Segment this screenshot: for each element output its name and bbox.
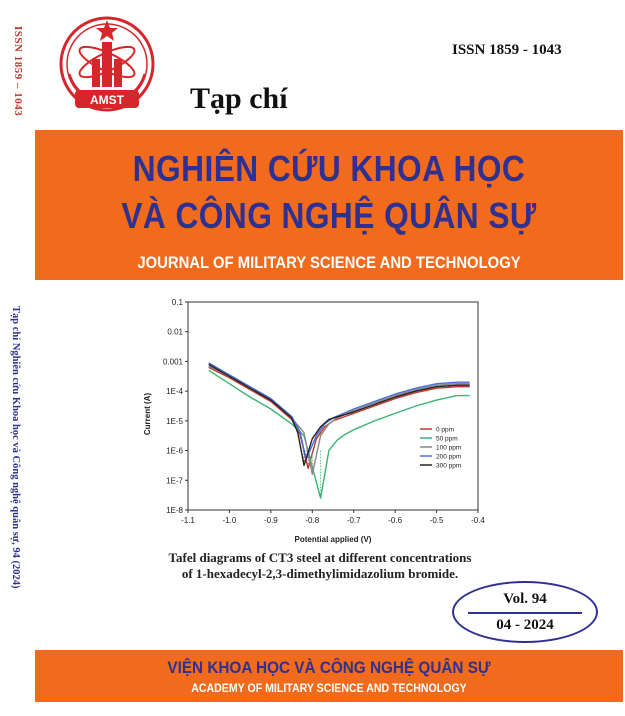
journal-title-vn-line1: NGHIÊN CỨU KHOA HỌC — [132, 148, 526, 189]
logo-text: AMST — [90, 93, 124, 107]
x-tick-label: -0.5 — [429, 516, 444, 525]
caption-line-2: of 1-hexadecyl-2,3-dimethylimidazolium bromide. — [181, 566, 459, 581]
publisher-name-en: ACADEMY OF MILITARY SCIENCE AND TECHNOLOGY — [191, 683, 467, 695]
x-tick-label: -1.1 — [181, 516, 195, 525]
spine-issn: ISSN 1859 – 1043 — [12, 26, 24, 117]
publisher-name-vn: VIỆN KHOA HỌC VÀ CÔNG NGHỆ QUÂN SỰ — [167, 658, 491, 677]
x-axis-label: Potential applied (V) — [294, 535, 372, 544]
issue-date: 04 - 2024 — [496, 617, 554, 633]
y-tick-label: 1E-6 — [166, 446, 183, 456]
tafel-chart — [143, 296, 490, 546]
y-tick-label: 1E-8 — [166, 506, 183, 515]
series-line-0-ppm — [209, 367, 470, 468]
x-tick-label: -1.0 — [222, 516, 237, 525]
x-tick-label: -0.8 — [305, 516, 320, 525]
x-tick-label: -0.4 — [471, 516, 485, 525]
y-tick-label: 1E-7 — [166, 476, 183, 486]
caption-line-1: Tafel diagrams of CT3 steel at different concentrations — [168, 550, 472, 565]
y-tick-label: 0.001 — [162, 357, 183, 367]
volume-number: Vol. 94 — [503, 591, 547, 607]
issn-label: ISSN 1859 - 1043 — [452, 42, 562, 58]
publisher-banner — [35, 650, 623, 702]
legend-label: 200 ppm — [436, 453, 462, 461]
legend-label: 0 ppm — [436, 426, 455, 434]
journal-prefix: Tạp chí — [190, 82, 288, 115]
chart-caption — [140, 550, 500, 582]
plot-frame — [188, 302, 478, 510]
y-tick-label: 1E-4 — [166, 387, 183, 397]
legend-label: 50 ppm — [436, 435, 458, 443]
series-line-100-ppm — [209, 366, 470, 474]
legend-label: 300 ppm — [436, 462, 462, 470]
series-line-200-ppm — [209, 363, 470, 460]
x-tick-label: -0.7 — [346, 516, 361, 525]
y-tick-label: 1E-5 — [166, 416, 183, 426]
volume-divider — [468, 612, 582, 614]
x-tick-label: -0.6 — [388, 516, 403, 525]
legend-label: 100 ppm — [436, 444, 462, 452]
y-axis-label: Current (A) — [143, 392, 152, 436]
y-tick-label: 0.1 — [171, 298, 183, 307]
x-tick-label: -0.9 — [263, 516, 278, 525]
journal-title-vn-line2: VÀ CÔNG NGHỆ QUÂN SỰ — [121, 195, 537, 236]
journal-title-en: JOURNAL OF MILITARY SCIENCE AND TECHNOLOGY — [137, 254, 521, 272]
y-tick-label: 0.01 — [167, 327, 183, 337]
spine-journal-title: Tạp chí Nghiên cứu Khoa học và Công nghệ quân sự, 94 (2024) — [10, 306, 21, 589]
volume-badge — [452, 581, 598, 643]
title-banner — [35, 130, 623, 280]
amst-logo-icon — [55, 14, 160, 119]
